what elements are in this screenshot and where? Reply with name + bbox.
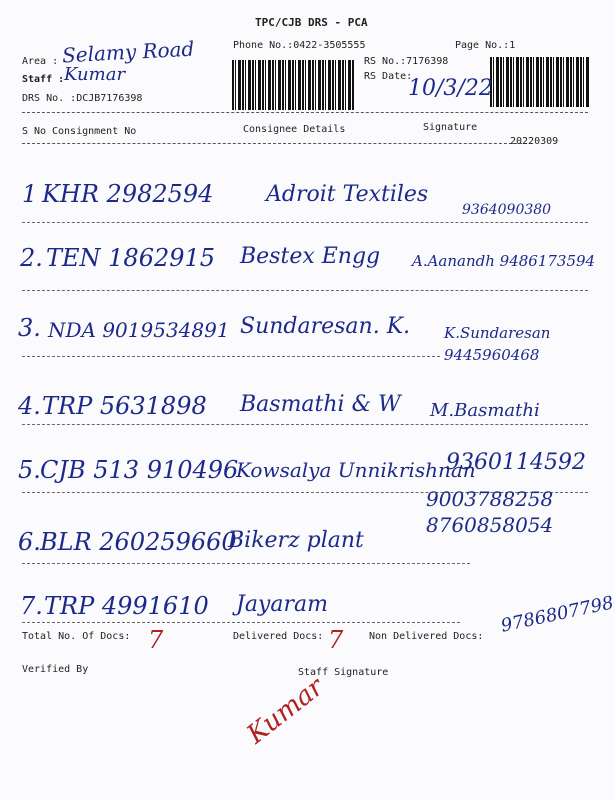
drs-line bbox=[22, 93, 142, 104]
row-sno: 1 bbox=[22, 180, 38, 208]
row-divider bbox=[22, 563, 470, 564]
row-consignment: TEN 1862915 bbox=[46, 244, 216, 272]
total-docs-label: Total No. Of Docs: bbox=[22, 631, 131, 642]
table-row bbox=[0, 487, 600, 560]
row-sno: 5. bbox=[18, 456, 41, 484]
page-label: Page No.: bbox=[455, 40, 510, 51]
row-consignee: Bestex Engg bbox=[240, 244, 381, 269]
row-consignee: Basmathi & W bbox=[240, 392, 401, 417]
table-row bbox=[0, 386, 600, 426]
phone-value: 0422-3505555 bbox=[293, 40, 366, 51]
row-signature: 9786807798 bbox=[499, 592, 615, 637]
row-signature: K.Sundaresan 9445960468 bbox=[444, 324, 551, 364]
row-divider bbox=[22, 356, 440, 357]
row-consignee: Sundaresan. K. bbox=[240, 314, 411, 339]
drs-label: DRS No. : bbox=[22, 93, 77, 104]
page-value: 1 bbox=[509, 40, 516, 51]
row-signature: M.Basmathi bbox=[430, 400, 540, 421]
row-signature: A.Aanandh 9486173594 bbox=[412, 252, 596, 270]
barcode-image-right bbox=[490, 57, 590, 107]
col-consignee: Consignee Details bbox=[243, 124, 346, 135]
rs-date-value: 10/3/22 bbox=[408, 76, 493, 101]
date-code: 20220309 bbox=[510, 136, 559, 147]
total-docs-value: 7 bbox=[148, 626, 164, 654]
staff-value: Kumar bbox=[64, 64, 126, 85]
delivered-docs-value: 7 bbox=[328, 626, 344, 654]
staff-label: Staff : bbox=[22, 74, 65, 85]
row-sno: 3. bbox=[18, 314, 41, 342]
row-sno: 4. bbox=[18, 392, 41, 420]
staff-signature-value: Kumar bbox=[241, 672, 330, 750]
row-sno: 6. bbox=[18, 528, 41, 556]
row-consignment: KHR 2982594 bbox=[42, 180, 214, 208]
staff-signature-label: Staff Signature bbox=[298, 667, 389, 678]
rs-no-line bbox=[364, 56, 448, 67]
table-row bbox=[0, 450, 600, 490]
area-label: Area : bbox=[22, 56, 59, 67]
rs-no-value: 7176398 bbox=[406, 56, 449, 67]
row-signature: 9360114592 bbox=[446, 450, 586, 475]
page-number bbox=[455, 40, 515, 51]
rs-no-label: RS No.: bbox=[364, 56, 407, 67]
row-consignment: BLR 260259660 bbox=[40, 528, 237, 556]
row-consignee: Kowsalya Unnikrishnan bbox=[236, 458, 476, 482]
barcode-image bbox=[232, 60, 354, 110]
row-sno: 2. bbox=[20, 244, 43, 272]
row-divider bbox=[22, 424, 588, 425]
row-divider bbox=[22, 622, 460, 623]
delivered-docs-label: Delivered Docs: bbox=[233, 631, 324, 642]
non-delivered-docs-label: Non Delivered Docs: bbox=[369, 631, 484, 642]
row-sno: 7. bbox=[20, 592, 43, 620]
row-consignee: Bikerz plant bbox=[228, 528, 364, 553]
col-sno: S No bbox=[22, 126, 47, 137]
col-signature: Signature bbox=[423, 122, 478, 133]
row-divider bbox=[22, 290, 588, 291]
row-divider bbox=[22, 222, 588, 223]
row-signature: 9364090380 bbox=[462, 202, 552, 218]
divider bbox=[22, 112, 588, 113]
table-row bbox=[0, 174, 600, 218]
row-consignment: TRP 4991610 bbox=[44, 592, 209, 620]
row-consignee: Adroit Textiles bbox=[266, 182, 429, 207]
row-consignment: CJB 513 910496 bbox=[40, 456, 239, 484]
row-consignment: NDA 9019534891 bbox=[48, 318, 230, 342]
table-row bbox=[0, 238, 600, 278]
divider bbox=[22, 143, 532, 144]
drs-value: DCJB7176398 bbox=[76, 93, 143, 104]
phone-label: Phone No.: bbox=[233, 40, 294, 51]
area-value: Selamy Road bbox=[61, 36, 195, 68]
row-consignment: TRP 5631898 bbox=[42, 392, 207, 420]
row-consignee: Jayaram bbox=[236, 592, 328, 617]
document-title: TPC/CJB DRS - PCA bbox=[255, 16, 368, 29]
table-row bbox=[0, 308, 600, 364]
phone-line bbox=[233, 40, 365, 51]
verified-by-label: Verified By bbox=[22, 664, 89, 675]
row-signature: 9003788258 8760858054 bbox=[426, 487, 554, 537]
col-consignment: Consignment No bbox=[52, 126, 137, 137]
rs-date-label: RS Date: bbox=[364, 71, 413, 82]
